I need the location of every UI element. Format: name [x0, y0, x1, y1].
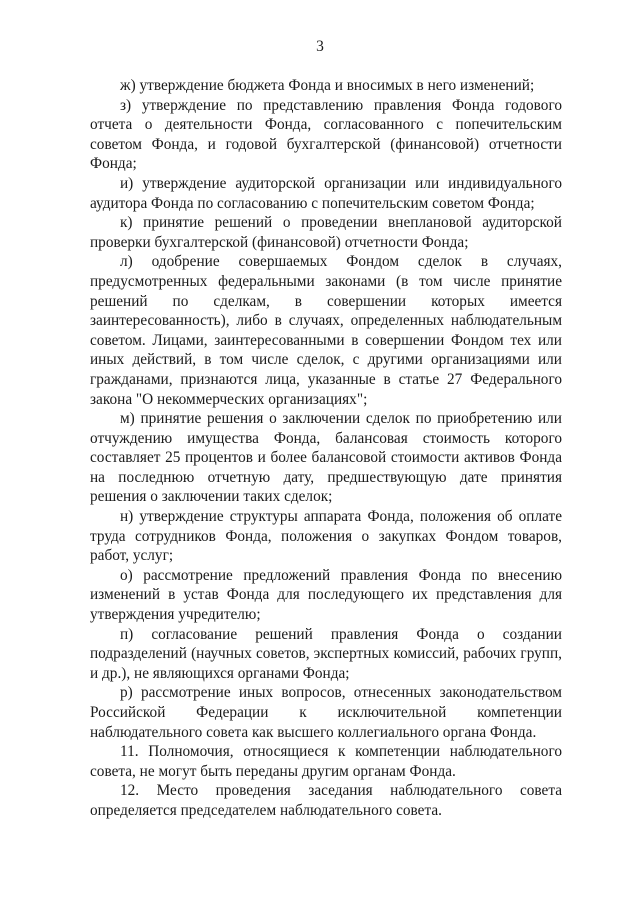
paragraph-n-structure-approval: н) утверждение структуры аппарата Фонда, положения об оплате труда сотрудников Фонда, положения о закупках Фондом товаров, работ, услуг;	[90, 508, 562, 565]
paragraph-r-other-matters: р) рассмотрение иных вопросов, отнесенных законодательством Российской Федерации к исключительной компетенции наблюдательного совета как высшего коллегиального органа Фонда.	[90, 684, 562, 741]
page-number: 3	[316, 38, 324, 55]
paragraph-zh-budget-approval: ж) утверждение бюджета Фонда и вносимых в него изменений;	[120, 77, 535, 94]
paragraph-k-unscheduled-audit: к) принятие решений о проведении внеплановой аудиторской проверки бухгалтерской (финансовой) отчетности Фонда;	[90, 214, 562, 251]
document-body	[90, 76, 562, 821]
paragraph-m-property-transactions: м) принятие решения о заключении сделок по приобретению или отчуждению имущества Фонда, балансовая стоимость которого составляет 25 процентов и более балансовой стоимости активов Фонда на последнюю отчетную дату, предшествующую дате принятия решения о заключении таких сделок;	[90, 410, 562, 506]
paragraph-o-charter-amendments: о) рассмотрение предложений правления Фонда по внесению изменений в устав Фонда для последующего их представления для утверждения учредителю;	[90, 566, 562, 624]
paragraph-z-annual-report-approval: з) утверждение по представлению правления Фонда годового отчета о деятельности Фонда, согласованного с попечительским советом Фонда, и годовой бухгалтерской (финансовой) отчетности Фонда;	[90, 96, 562, 173]
paragraph-i-auditor-approval: и) утверждение аудиторской организации или индивидуального аудитора Фонда по согласованию с попечительским советом Фонда;	[90, 174, 562, 212]
paragraph-11-powers-non-transferable: 11. Полномочия, относящиеся к компетенции наблюдательного совета, не могут быть переданы другим органам Фонда.	[90, 743, 562, 780]
paragraph-p-subdivisions-approval: п) согласование решений правления Фонда о создании подразделений (научных советов, экспертных комиссий, рабочих групп, и др.), не являющихся органами Фонда;	[90, 625, 562, 682]
paragraph-12-meeting-location: 12. Место проведения заседания наблюдательного совета определяется председателем наблюдательного совета.	[90, 782, 562, 819]
paragraph-l-transactions-approval: л) одобрение совершаемых Фондом сделок в случаях, предусмотренных федеральными законами (в том числе принятие решений по сделкам, в совершении которых имеется заинтересованность), либо в случаях, определенных наблюдательным советом. Лицами, заинтересованными в совершении Фондом тех или иных действий, в том числе сделок, с другими организациями или гражданами, признаются лица, указанные в статье 27 Федерального закона "О некоммерческих организациях";	[90, 253, 562, 408]
